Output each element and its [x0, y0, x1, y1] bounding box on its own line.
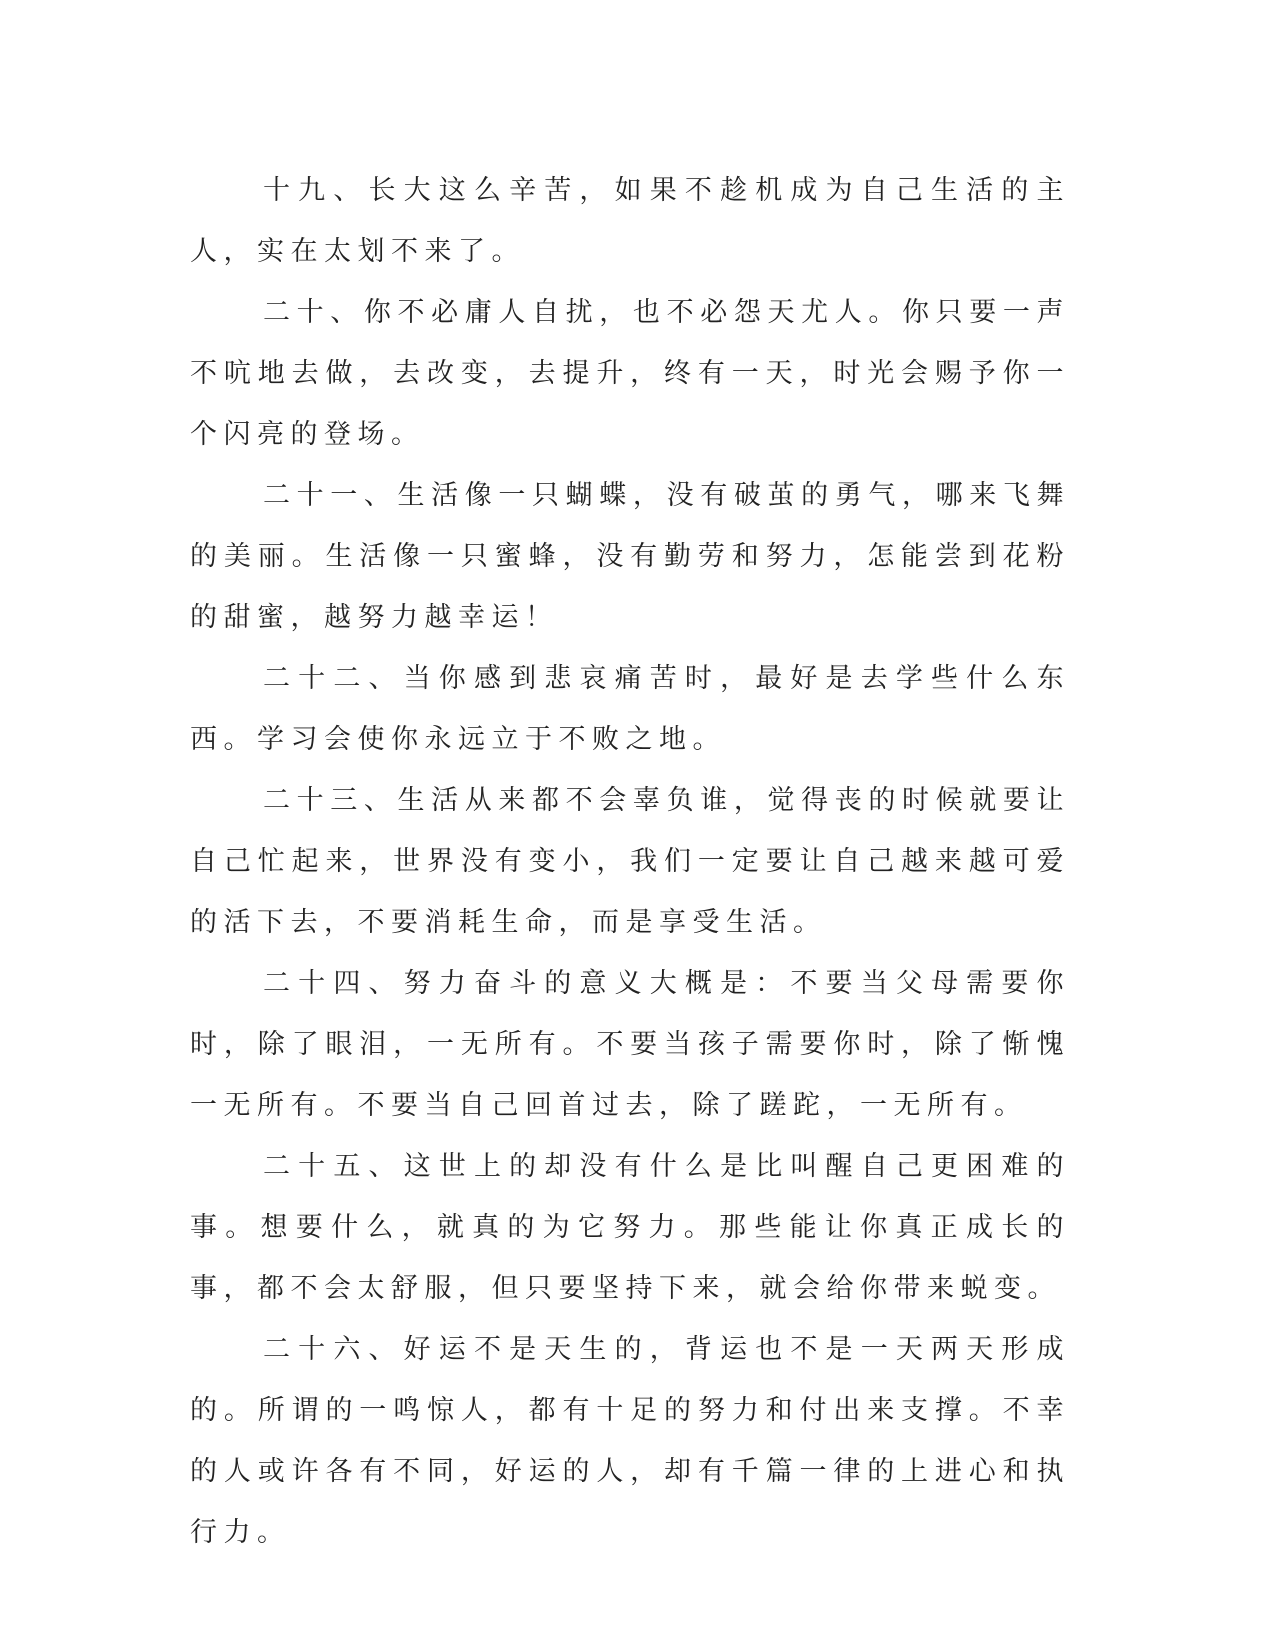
- paragraph-19: 十九、长大这么辛苦，如果不趁机成为自己生活的主人，实在太划不来了。: [190, 175, 1070, 267]
- paragraph-23: 二十三、生活从来都不会辜负谁，觉得丧的时候就要让自己忙起来，世界没有变小，我们一定要让自己越来越可爱的活下去，不要消耗生命，而是享受生活。: [190, 785, 1070, 938]
- paragraph-26: 二十六、好运不是天生的，背运也不是一天两天形成的。所谓的一鸣惊人，都有十足的努力和付出来支撑。不幸的人或许各有不同，好运的人，却有千篇一律的上进心和执行力。: [190, 1334, 1070, 1548]
- paragraph-20: 二十、你不必庸人自扰，也不必怨天尤人。你只要一声不吭地去做，去改变，去提升，终有一天，时光会赐予你一个闪亮的登场。: [190, 297, 1070, 450]
- document-body: [190, 160, 1070, 1563]
- paragraph-24: 二十四、努力奋斗的意义大概是：不要当父母需要你时，除了眼泪，一无所有。不要当孩子需要你时，除了惭愧一无所有。不要当自己回首过去，除了蹉跎，一无所有。: [190, 968, 1070, 1121]
- paragraph-22: 二十二、当你感到悲哀痛苦时，最好是去学些什么东西。学习会使你永远立于不败之地。: [190, 663, 1070, 755]
- paragraph-25: 二十五、这世上的却没有什么是比叫醒自己更困难的事。想要什么，就真的为它努力。那些能让你真正成长的事，都不会太舒服，但只要坚持下来，就会给你带来蜕变。: [190, 1151, 1070, 1304]
- paragraph-21: 二十一、生活像一只蝴蝶，没有破茧的勇气，哪来飞舞的美丽。生活像一只蜜蜂，没有勤劳和努力，怎能尝到花粉的甜蜜，越努力越幸运！: [190, 480, 1070, 633]
